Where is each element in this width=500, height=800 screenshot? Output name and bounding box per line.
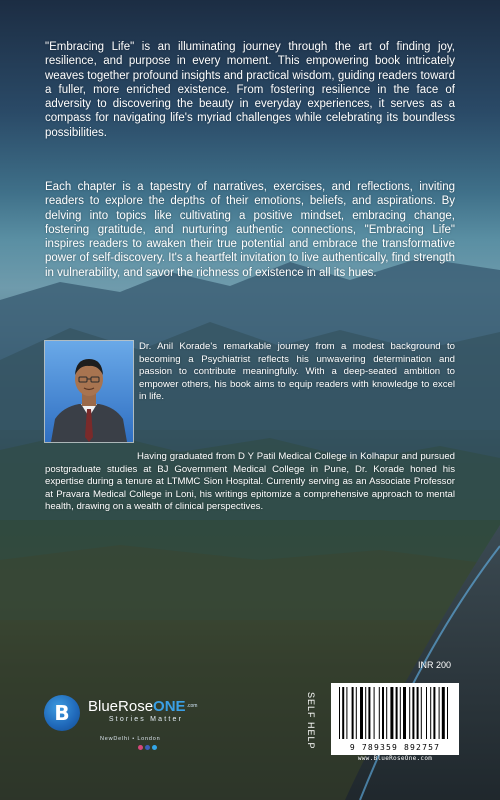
publisher-tagline: Stories Matter [108,716,184,723]
publisher-name-part2: ONE [153,698,186,715]
barcode-bars [331,683,459,743]
author-photo [44,340,134,443]
instagram-icon [138,745,143,750]
publisher-cities: NewDelhi • London [100,736,161,742]
author-bio-paragraph-1: Dr. Anil Korade's remarkable journey from a modest background to becoming a Psychiatrist reflects his unwavering determination and passion to contribute meaningfully. With a deep-seated ambition to empower others, his book aims to equip readers with knowledge to excel in life. [139,341,455,403]
publisher-website: www.BlueRoseOne.com [357,755,433,762]
description-paragraph-2: Each chapter is a tapestry of narratives, exercises, and reflections, inviting readers to explore the depths of their emotions, beliefs, and aspirations. By delving into topics like cultivating a positive mindset, embracing change, fostering gratitude, and nurturing authentic connections, "Embracing Life" inspires readers to awaken their true potential and embrace the transformative power of self-discovery. It's a heartfelt invitation to live authentically, find strength in vulnerability, and savor the richness of existence in all its hues. [45,181,455,279]
facebook-icon [145,745,150,750]
isbn-barcode [331,683,459,755]
publisher-logo [44,695,80,731]
publisher-logo-letter: B [54,701,70,725]
publisher-name-part1: BlueRose [88,698,154,715]
publisher-name [88,698,197,715]
social-icons [138,745,157,750]
publisher-name-suffix: .com [186,703,198,709]
author-bio-paragraph-2: Having graduated from D Y Patil Medical College in Kolhapur and pursued postgraduate studies at BJ Government Medical College in Pune, Dr. Korade honed his expertise during a tenure at LTMMC Sion Hospital. Currently serving as an Associate Professor at Pravara Medical College in Loni, his writings epitomize a comprehensive approach to mental health, drawing on a wealth of clinical perspectives. [45,451,455,513]
isbn-digits: 9 789359 892757 [349,743,441,752]
twitter-icon [152,745,157,750]
description-paragraph-1: "Embracing Life" is an illuminating journey through the art of finding joy, resilience, and purpose in every moment. This empowering book intricately weaves together profound insights and practical wisdom, guiding readers toward a fuller, more enriched existence. From fostering resilience in the face of adversity to discovering the beauty in everyday experiences, it serves as a compass for navigating life's myriad challenges while celebrating its boundless possibilities. [45,41,455,139]
price-label: INR 200 [418,660,452,670]
genre-label: SELF HELP [306,692,316,750]
